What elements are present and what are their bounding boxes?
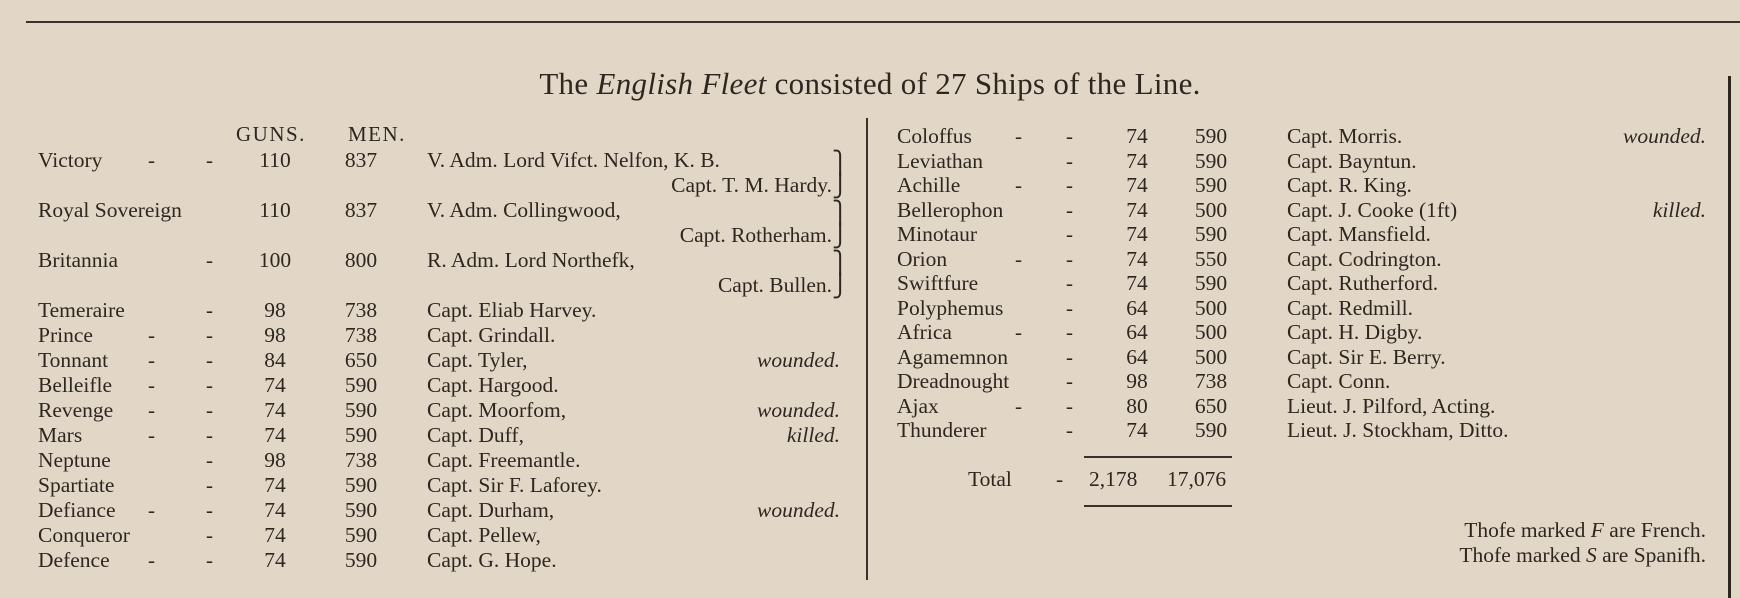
ship-officer: Capt. Codrington.	[1287, 246, 1442, 271]
brace-bottom: ⎭	[832, 273, 849, 298]
ship-guns: 74	[1126, 222, 1148, 246]
ship-name: Minotaur	[897, 222, 978, 246]
ship-name: Neptune	[38, 448, 111, 472]
ship-men: 837	[344, 148, 378, 172]
ship-officer-second: Capt. Bullen.	[717, 273, 832, 297]
ship-name: Conqueror	[38, 523, 130, 547]
ship-officer: Capt. Tyler,	[427, 348, 528, 372]
ship-guns: 74	[264, 523, 286, 547]
ship-dash: -	[1066, 124, 1073, 148]
ship-guns: 98	[264, 298, 286, 322]
ship-officer: Capt. Eliab Harvey.	[427, 298, 597, 322]
ship-dash: -	[1066, 320, 1073, 344]
ship-dash: -	[1066, 197, 1073, 222]
ship-men: 590	[344, 548, 378, 572]
ship-officer: R. Adm. Lord Northefk,	[427, 248, 635, 272]
ship-guns: 74	[1126, 271, 1148, 295]
ship-guns: 64	[1126, 320, 1148, 344]
ship-men: 500	[1194, 344, 1228, 369]
ship-officer: Capt. Sir F. Laforey.	[427, 473, 602, 497]
ship-men: 550	[1194, 246, 1228, 271]
total-men: 17,076	[1167, 467, 1227, 491]
ship-name: Polyphemus	[897, 295, 1004, 320]
ship-note: wounded.	[756, 348, 840, 372]
ship-guns: 74	[1126, 246, 1148, 271]
ship-guns: 98	[1126, 369, 1148, 393]
ship-officer: Capt. Pellew,	[427, 523, 541, 547]
ship-guns: 110	[259, 198, 291, 222]
ship-dash: -	[1015, 173, 1022, 197]
ship-men: 590	[1194, 148, 1228, 173]
ship-name: Africa	[897, 320, 952, 344]
ship-name: Coloffus	[897, 124, 972, 148]
ship-men: 650	[1194, 393, 1228, 418]
legend-french-suffix: are French.	[1609, 518, 1706, 542]
ship-dash: -	[206, 373, 213, 397]
ship-name: Swiftfure	[897, 271, 979, 295]
ship-name: Dreadnought	[897, 369, 1010, 393]
ship-guns: 74	[264, 473, 286, 497]
legend-french	[1464, 518, 1706, 542]
total-guns: 2,178	[1089, 467, 1138, 491]
ship-dash: -	[1015, 124, 1022, 148]
ship-dash: -	[206, 298, 213, 322]
ship-officer: Capt. H. Digby.	[1287, 320, 1423, 344]
ship-officer: V. Adm. Collingwood,	[427, 198, 621, 222]
ship-dash: -	[148, 548, 155, 572]
ship-men: 738	[1194, 369, 1228, 393]
ship-guns: 74	[264, 373, 286, 397]
ship-guns: 98	[264, 448, 286, 472]
ship-name: Bellerophon	[897, 197, 1004, 222]
total-rule-bottom	[1084, 505, 1232, 507]
ship-guns: 110	[259, 148, 291, 172]
ship-men: 590	[1194, 222, 1228, 246]
ship-men: 500	[1194, 295, 1228, 320]
ship-officer: Capt. Mansfield.	[1287, 222, 1431, 246]
ship-guns: 80	[1126, 393, 1148, 418]
ship-officer: Capt. Sir E. Berry.	[1287, 344, 1446, 369]
ship-guns: 74	[264, 548, 286, 572]
ship-guns: 84	[264, 348, 286, 372]
ship-men: 590	[344, 423, 378, 447]
ship-guns: 74	[1126, 418, 1148, 442]
brace-bottom: ⎭	[832, 173, 849, 198]
ship-men: 738	[344, 323, 378, 347]
ship-officer: Lieut. J. Pilford, Acting.	[1287, 393, 1496, 418]
ship-dash: -	[206, 248, 213, 272]
ship-name: Prince	[38, 323, 93, 347]
brace-top: ⎫	[832, 200, 849, 225]
ship-men: 500	[1194, 197, 1228, 222]
title-prefix: The	[539, 66, 589, 101]
page-title	[0, 66, 1740, 102]
ship-dash: -	[148, 148, 155, 172]
ship-officer: Capt. Duff,	[427, 423, 524, 447]
ship-name: Orion	[897, 246, 948, 271]
ship-men: 590	[344, 523, 378, 547]
ship-name: Achille	[897, 173, 961, 197]
ship-men: 650	[344, 348, 378, 372]
ship-dash: -	[148, 398, 155, 422]
ship-guns: 64	[1126, 344, 1148, 369]
ship-officer: Capt. Rutherford.	[1287, 271, 1439, 295]
guns-header: GUNS.	[236, 122, 306, 146]
ship-officer: Capt. Morris.	[1287, 124, 1403, 148]
title-suffix: consisted of 27 Ships of the Line.	[774, 66, 1201, 101]
ship-officer: Capt. Bayntun.	[1287, 148, 1417, 173]
ship-name: Agamemnon	[897, 344, 1009, 369]
ship-note: killed.	[1652, 197, 1706, 222]
ship-name: Ajax	[897, 393, 939, 418]
total-label: Total	[968, 467, 1012, 491]
ship-officer: Capt. Freemantle.	[427, 448, 581, 472]
brace-bottom: ⎭	[832, 223, 849, 248]
ship-dash: -	[1066, 246, 1073, 271]
ship-dash: -	[1066, 393, 1073, 418]
ship-name: Tonnant	[38, 348, 109, 372]
ship-dash: -	[1066, 344, 1073, 369]
ship-dash: -	[1066, 295, 1073, 320]
top-rule	[26, 21, 1740, 23]
ship-note: wounded.	[756, 498, 840, 522]
legend-spanish-letter: S	[1585, 543, 1597, 567]
legend-french-prefix: Thofe marked	[1464, 518, 1586, 542]
ship-dash: -	[148, 498, 155, 522]
brace-top: ⎫	[832, 250, 849, 275]
legend-french-letter: F	[1590, 518, 1604, 542]
ship-officer: Lieut. J. Stockham, Ditto.	[1287, 418, 1509, 442]
ship-dash: -	[206, 148, 213, 172]
ship-name: Leviathan	[897, 148, 983, 173]
ship-dash: -	[148, 323, 155, 347]
ship-note: killed.	[786, 423, 840, 447]
ship-men: 738	[344, 448, 378, 472]
ship-dash: -	[206, 473, 213, 497]
ship-guns: 98	[264, 323, 286, 347]
ship-officer: Capt. Grindall.	[427, 323, 556, 347]
ship-officer: Capt. Hargood.	[427, 373, 559, 397]
ship-name: Temeraire	[38, 298, 125, 322]
ship-men: 590	[344, 398, 378, 422]
ship-dash: -	[1066, 148, 1073, 173]
ship-dash: -	[1015, 393, 1022, 418]
ship-men: 590	[344, 498, 378, 522]
ship-guns: 64	[1126, 295, 1148, 320]
ship-dash: -	[148, 373, 155, 397]
ship-guns: 74	[1126, 148, 1148, 173]
right-edge-rule	[1728, 76, 1731, 598]
ship-name: Britannia	[38, 248, 119, 272]
ship-guns: 74	[264, 398, 286, 422]
ship-men: 590	[1194, 124, 1228, 148]
ship-dash: -	[1066, 271, 1073, 295]
brace-top: ⎫	[832, 150, 849, 175]
ship-dash: -	[1066, 418, 1073, 442]
ship-dash: -	[206, 323, 213, 347]
ship-men: 590	[344, 373, 378, 397]
title-emphasis: English Fleet	[596, 66, 767, 101]
total-dash: -	[1056, 467, 1064, 491]
legend-spanish-suffix: are Spanifh.	[1602, 543, 1706, 567]
ship-dash: -	[206, 348, 213, 372]
ship-name: Royal Sovereign	[38, 198, 182, 222]
column-divider	[866, 118, 868, 580]
ship-name: Defiance	[38, 498, 116, 522]
ship-dash: -	[1015, 246, 1022, 271]
legend-spanish	[1459, 543, 1706, 567]
ship-officer: V. Adm. Lord Vifct. Nelfon, K. B.	[427, 148, 720, 172]
ship-dash: -	[206, 498, 213, 522]
ship-name: Defence	[38, 548, 110, 572]
ship-dash: -	[206, 523, 213, 547]
ship-dash: -	[206, 423, 213, 447]
ship-officer: Capt. Redmill.	[1287, 295, 1414, 320]
ship-dash: -	[1066, 173, 1073, 197]
ship-name: Thunderer	[897, 418, 987, 442]
ship-guns: 74	[1126, 173, 1148, 197]
ship-guns: 100	[258, 248, 292, 272]
ship-men: 738	[344, 298, 378, 322]
ship-note: wounded.	[756, 398, 840, 422]
ship-dash: -	[148, 423, 155, 447]
ship-name: Belleifle	[38, 373, 113, 397]
ship-officer: Capt. Moorfom,	[427, 398, 567, 422]
ship-officer: Capt. Conn.	[1287, 369, 1391, 393]
ship-men: 590	[1194, 271, 1228, 295]
ship-officer: Capt. R. King.	[1287, 173, 1412, 197]
total-rule-top	[1084, 456, 1232, 458]
ship-guns: 74	[1126, 197, 1148, 222]
ship-men: 500	[1194, 320, 1228, 344]
ship-dash: -	[1066, 369, 1073, 393]
men-header: MEN.	[348, 122, 406, 146]
ship-guns: 74	[1126, 124, 1148, 148]
ship-guns: 74	[264, 498, 286, 522]
ship-officer: Capt. G. Hope.	[427, 548, 557, 572]
ship-men: 590	[344, 473, 378, 497]
ship-men: 590	[1194, 418, 1228, 442]
ship-name: Spartiate	[38, 473, 115, 497]
ship-name: Victory	[38, 148, 103, 172]
ship-officer-second: Capt. Rotherham.	[679, 223, 832, 247]
ship-note: wounded.	[1622, 124, 1706, 148]
ship-dash: -	[206, 398, 213, 422]
ship-officer-second: Capt. T. M. Hardy.	[671, 173, 832, 197]
ship-dash: -	[206, 448, 213, 472]
ship-name: Mars	[38, 423, 83, 447]
ship-dash: -	[1015, 320, 1022, 344]
ship-men: 800	[344, 248, 378, 272]
ship-men: 837	[344, 198, 378, 222]
ship-dash: -	[148, 348, 155, 372]
ship-dash: -	[206, 548, 213, 572]
ship-name: Revenge	[38, 398, 114, 422]
legend-spanish-prefix: Thofe marked	[1459, 543, 1581, 567]
ship-officer: Capt. Durham,	[427, 498, 555, 522]
ship-officer: Capt. J. Cooke (1ft)	[1287, 197, 1458, 222]
ship-guns: 74	[264, 423, 286, 447]
ship-dash: -	[1066, 222, 1073, 246]
ship-men: 590	[1194, 173, 1228, 197]
